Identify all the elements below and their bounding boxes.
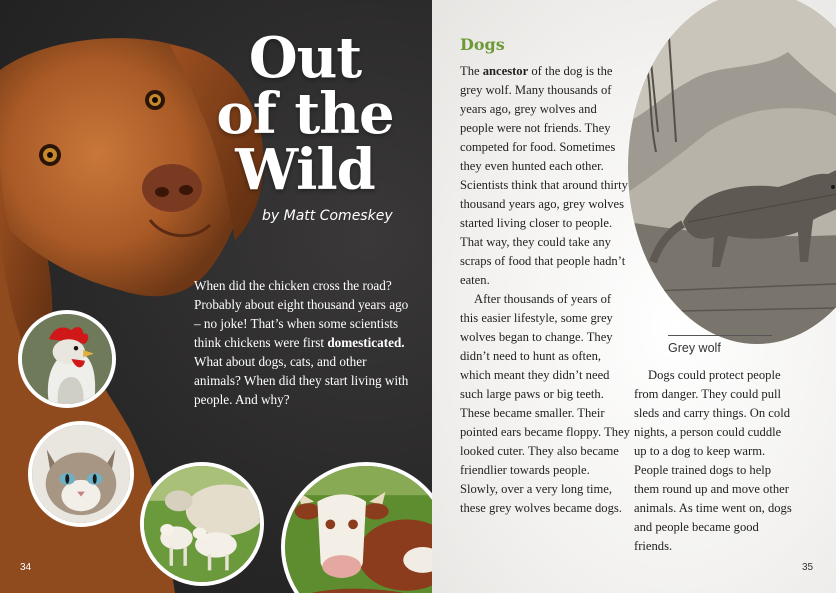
byline: by Matt Comeskey — [262, 208, 393, 224]
wolf-engraving-icon — [628, 0, 836, 344]
text-column-1 — [460, 62, 630, 518]
intro-bold-term: domesticated. — [327, 335, 405, 350]
caption-rule — [668, 335, 772, 336]
title-line-2: of the — [216, 81, 394, 147]
paragraph-1 — [460, 62, 630, 290]
lambs-photo-icon — [140, 462, 264, 586]
section-heading: Dogs — [460, 35, 505, 54]
intro-text-1: When did the chicken cross the road? Probably about eight thousand years ago – no joke! That’s when some scientists think chickens were first — [194, 278, 409, 350]
paragraph-1-bold-term: ancestor — [482, 64, 529, 78]
kitten-photo-icon — [28, 421, 134, 527]
intro-paragraph — [194, 276, 416, 409]
page-number-left: 34 — [20, 562, 32, 573]
title-line-3: Wild — [235, 137, 375, 203]
intro-text-2: What about dogs, cats, and other animals? When did they start living with people. And why? — [194, 354, 409, 407]
page-number-right: 35 — [802, 562, 814, 573]
title-line-1: Out — [248, 25, 362, 91]
right-page — [432, 0, 836, 593]
rooster-photo-icon — [18, 310, 116, 408]
paragraph-1-text-a: The — [460, 64, 483, 78]
article-title — [200, 25, 410, 203]
paragraph-2: After thousands of years of this easier lifestyle, some grey wolves began to change. They didn’t need to hunt as often, which meant they didn’t need such large paws or big teeth. These became smaller. Their pointed ears became floppy. They looked cuter. They also became friendlier towards people. Slowly, over a very long time, these grey wolves became dogs. — [460, 292, 630, 515]
paragraph-3: Dogs could protect people from danger. They could pull sleds and carry things. On cold nights, a person could cuddle up to a dog to keep warm. People trained dogs to help them round up and move other animals. As time went on, dogs and people became good friends. — [634, 368, 792, 553]
paragraph-1-text-b: of the dog is the grey wolf. Many thousands of years ago, grey wolves and people were not friends. They competed for food. Sometimes they even hunted each other. Scientists think that around thirty thousand years ago, grey wolves started living closer to people. That way, they could take any scraps of food that people hadn’t eaten. — [460, 64, 628, 287]
text-column-2 — [634, 366, 794, 556]
image-caption: Grey wolf — [668, 341, 721, 355]
